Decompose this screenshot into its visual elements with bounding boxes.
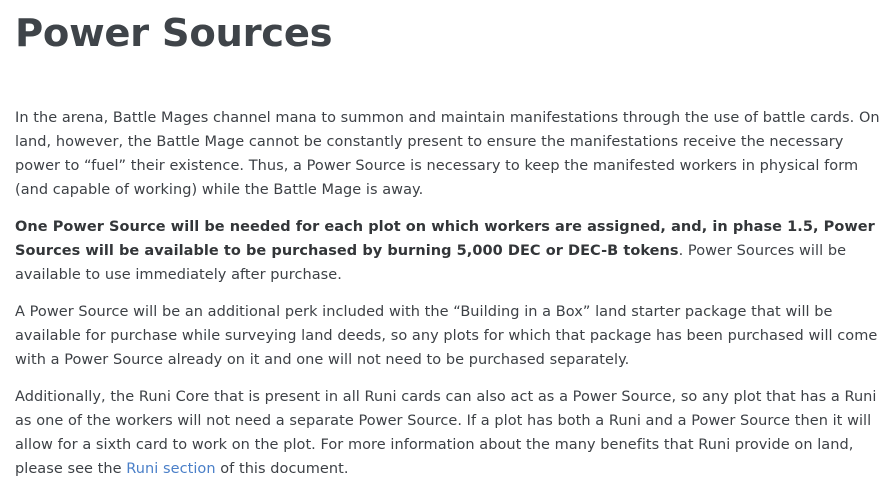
runi-text-before: Additionally, the Runi Core that is present in all Runi cards can also act as a Power Source, so any plot that has a Runi as one of the workers will not need a separate Power Source. If a plot has both a Runi and a Power Source then it will allow for a sixth card to work on the plot. For more information about the many benefits that Runi provide on land, please see the <box>15 389 877 477</box>
paragraph-intro: In the arena, Battle Mages channel mana to summon and maintain manifestations through the use of battle cards. On land, however, the Battle Mage cannot be constantly present to ensure the manifestations receive the necessary power to “fuel” their existence. Thus, a Power Source is necessary to keep the manifested workers in physical form (and capable of working) while the Battle Mage is away. <box>15 110 880 198</box>
runi-text-after: of this document. <box>215 461 349 477</box>
requirement-bold-text: One Power Source will be needed for each plot on which workers are assigned, and, in phase 1.5, Power Sources will be available to be purchased by burning 5,000 DEC or DEC-B tokens <box>15 219 875 259</box>
paragraph-requirement <box>15 215 881 287</box>
paragraph-building-in-a-box: A Power Source will be an additional perk included with the “Building in a Box” land starter package that will be available for purchase while surveying land deeds, so any plots for which that package has been purchased will come with a Power Source already on it and one will not need to be purchased separately. <box>15 304 878 368</box>
requirement-rest-text: . Power Sources will be available to use immediately after purchase. <box>15 243 847 283</box>
document-body <box>15 106 881 494</box>
runi-section-link[interactable]: Runi section <box>126 461 216 477</box>
page-title: Power Sources <box>15 11 333 56</box>
paragraph-runi-core <box>15 385 881 481</box>
